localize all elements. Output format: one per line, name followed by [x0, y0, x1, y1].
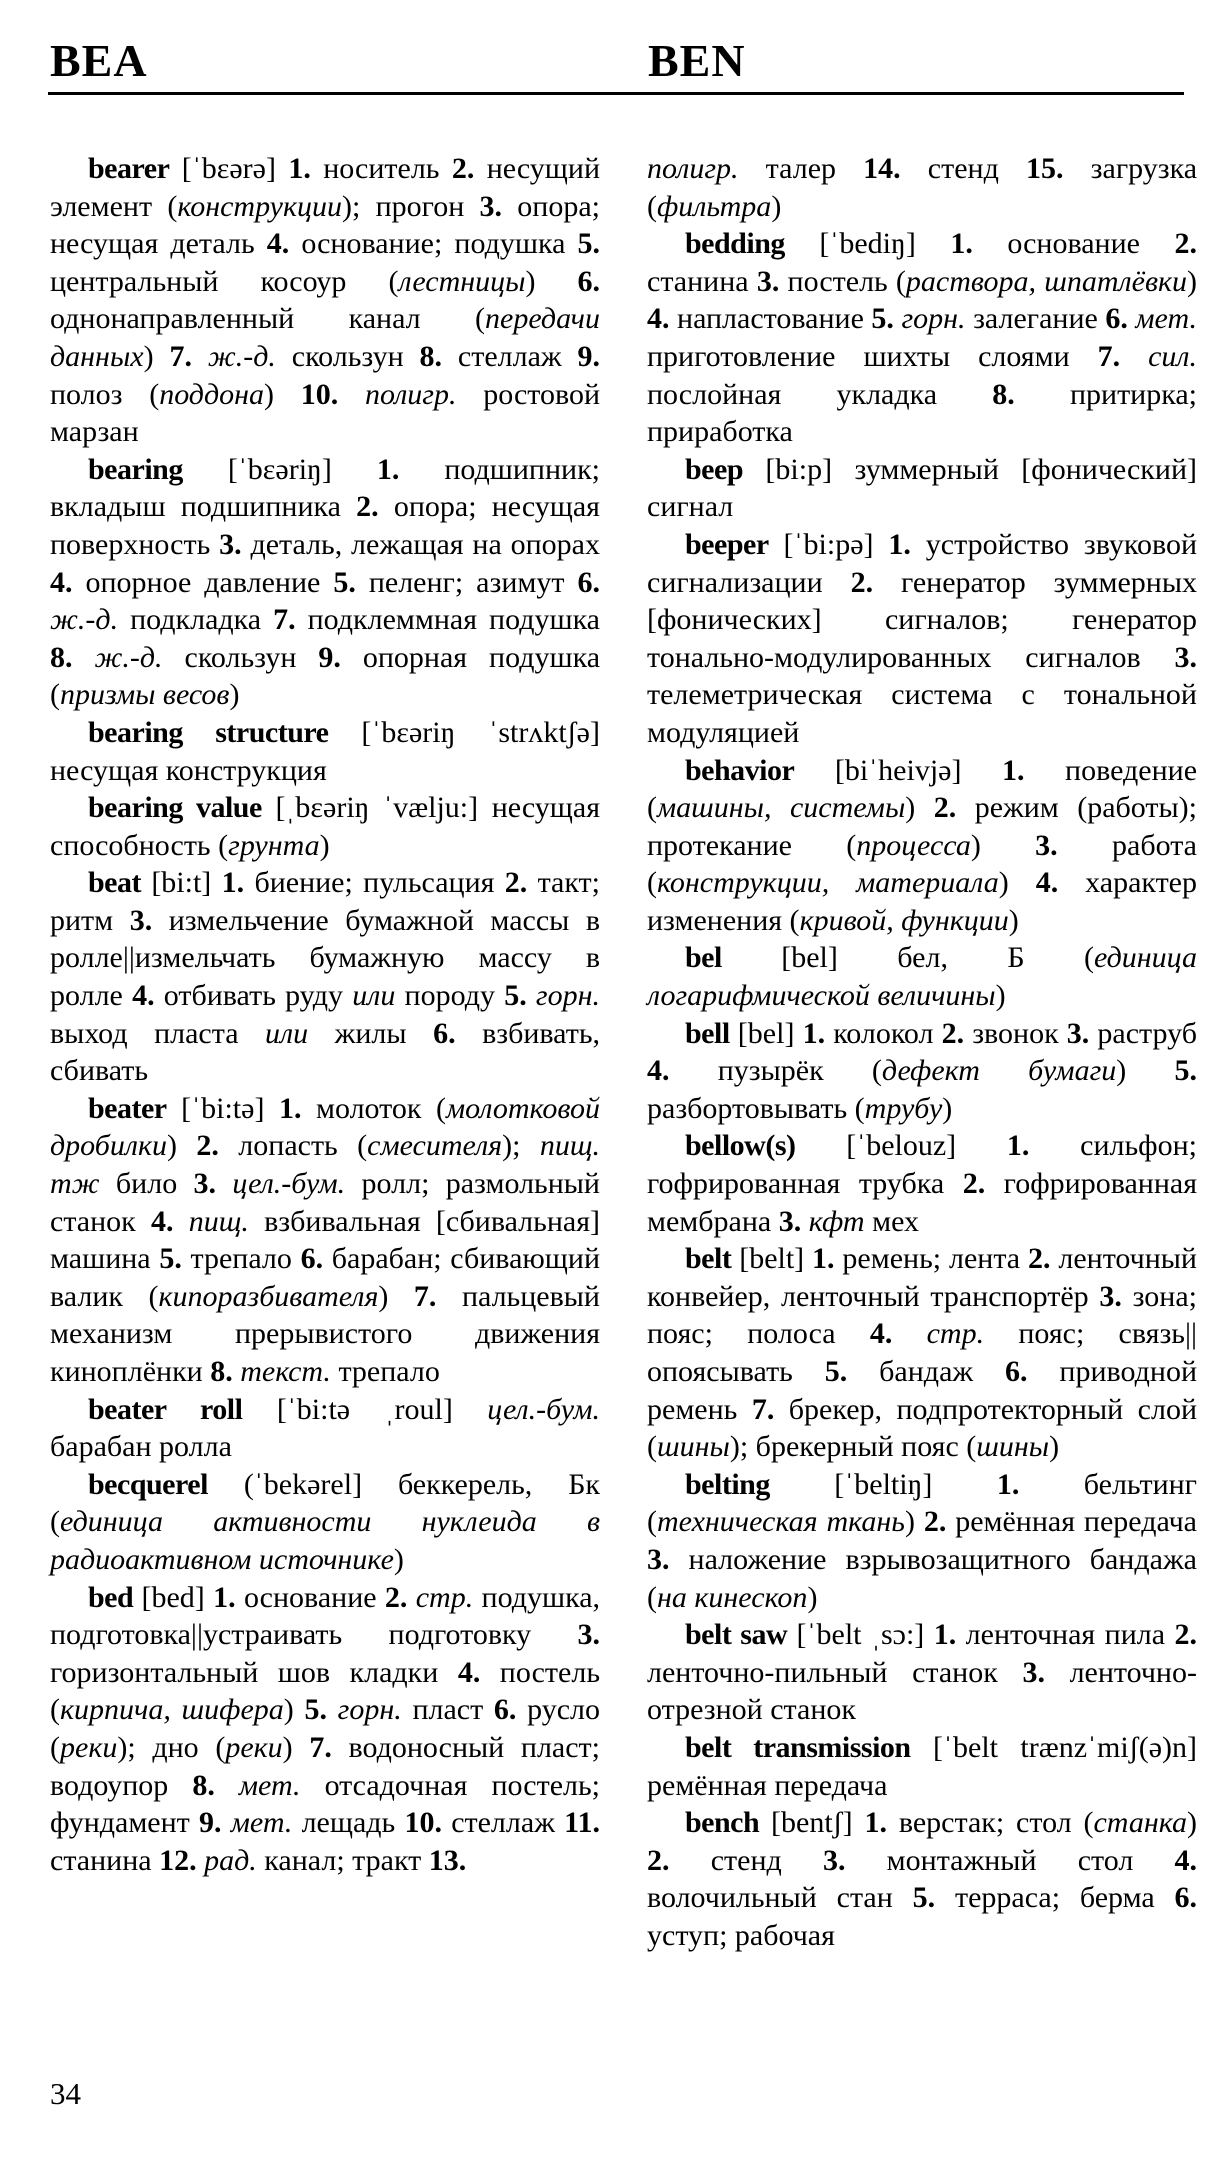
dictionary-entry-behavior: behavior [biˈheivjə] 1. поведение (машины, системы) 2. режим (работы); протекание (процесса) 3. работа (конструкции, материала) 4. характер изменения (кривой, функции) [647, 753, 1198, 937]
running-head-left: BEA [50, 35, 148, 86]
dictionary-entry-bell: bell [bel] 1. колокол 2. звонок 3. раструб 4. пузырёк (дефект бумаги) 5. разбортовывать (трубу) [647, 1016, 1197, 1125]
dictionary-entry-beeper: beeper [ˈbi:pə] 1. устройство звуковой сигнализации 2. генератор зуммерных [фонических] сигналов; генератор тонально-модулированных сигналов 3. телеметрическая система с тональной модуляцией [647, 527, 1198, 749]
dictionary-entry-bearer: bearer [ˈbɛərə] 1. носитель 2. несущий элемент (конструкции); прогон 3. опора; несущая деталь 4. основание; подушка 5. центральный косоур (лестницы) 6. однонаправленный канал (передачи данных) 7. ж.-д. скользун 8. стеллаж 9. полоз (поддона) 10. полигр. ростовой марзан [50, 152, 601, 449]
right-column [647, 150, 1197, 1955]
dictionary-entry-bearing: bearing [ˈbɛəriŋ] 1. подшипник; вкладыш подшипника 2. опора; несущая поверхность 3. деталь, лежащая на опорах 4. опорное давление 5. пеленг; азимут 6. ж.-д. подкладка 7. подклеммная подушка 8. ж.-д. скользун 9. опорная подушка (призмы весов) [50, 452, 601, 712]
dictionary-entry-bellows: bellow(s) [ˈbelouz] 1. сильфон; гофрированная трубка 2. гофрированная мембрана 3. кфт мех [647, 1129, 1198, 1238]
left-column [50, 150, 600, 1879]
dictionary-entry-belting: belting [ˈbeltiŋ] 1. бельтинг (техническая ткань) 2. ремённая передача 3. наложение взрывозащитного бандажа (на кинескоп) [647, 1467, 1197, 1614]
dictionary-entry-bearing-value: bearing value [ˌbɛəriŋ ˈvælju:] несущая способность (грунта) [50, 791, 601, 862]
dictionary-entry-bedding: bedding [ˈbediŋ] 1. основание 2. станина 3. постель (раствора, шпатлёвки) 4. напластование 5. горн. залегание 6. мет. приготовление шихты слоями 7. сил. послойная укладка 8. притирка; приработка [647, 227, 1198, 449]
dictionary-entry-bed: bed [bed] 1. основание 2. стр. подушка, подготовка||устраивать подготовку 3. горизонтальный шов кладки 4. постель (кирпича, шифера) 5. горн. пласт 6. русло (реки); дно (реки) 7. водоносный пласт; водоупор 8. мет. отсадочная постель; фундамент 9. мет. лещадь 10. стеллаж 11. станина 12. рад. канал; тракт 13. [50, 1580, 601, 1877]
dictionary-entry-belt-saw: belt saw [ˈbelt ˌsɔ:] 1. ленточная пила 2. ленточно-пильный станок 3. ленточно-отрезной станок [647, 1618, 1197, 1727]
dictionary-entry-belt: belt [belt] 1. ремень; лента 2. ленточный конвейер, ленточный транспортёр 3. зона; пояс; полоса 4. стр. пояс; связь||опоясывать 5. бандаж 6. приводной ремень 7. брекер, подпротекторный слой (шины); брекерный пояс (шины) [647, 1242, 1197, 1464]
dictionary-entry-bed-cont: полигр. талер 14. стенд 15. загрузка (фильтра) [647, 152, 1198, 223]
dictionary-entry-bench: bench [bentʃ] 1. верстак; стол (станка) 2. стенд 3. монтажный стол 4. волочильный стан 5. терраса; берма 6. уступ; рабочая [647, 1806, 1198, 1952]
dictionary-entry-beep: beep [bi:p] зуммерный [фонический] сигнал [647, 452, 1197, 524]
page-number: 34 [50, 2076, 81, 2111]
running-head-right: BEN [648, 35, 746, 86]
dictionary-entry-becquerel: becquerel (ˈbekərel] беккерель, Бк (единица активности нуклеида в радиоактивном источнике) [50, 1467, 600, 1576]
dictionary-entry-beater-roll: beater roll [ˈbi:tə ˌroul] цел.-бум. барабан ролла [50, 1392, 600, 1464]
dictionary-entry-beat: beat [bi:t] 1. биение; пульсация 2. такт; ритм 3. измельчение бумажной массы в ролле||измельчать бумажную массу в ролле 4. отбивать руду или породу 5. горн. выход пласта или жилы 6. взбивать, сбивать [50, 866, 601, 1088]
dictionary-entry-bearing-structure: bearing structure [ˈbɛəriŋ ˈstrʌktʃə] несущая конструкция [50, 715, 600, 787]
dictionary-entry-beater: beater [ˈbi:tə] 1. молоток (молотковой дробилки) 2. лопасть (смесителя); пищ. тж било 3. цел.-бум. ролл; размольный станок 4. пищ. взбивальная [сбивальная] машина 5. трепало 6. барабан; сбивающий валик (кипоразбивателя) 7. пальцевый механизм прерывистого движения киноплёнки 8. текст. трепало [50, 1091, 601, 1388]
dictionary-entry-belt-transmission: belt transmission [ˈbelt trænzˈmiʃ(ə)n] ремённая передача [647, 1730, 1197, 1802]
header-rule [48, 92, 1184, 95]
dictionary-entry-bel: bel [bel] бел, Б (единица логарифмической величины) [647, 941, 1197, 1013]
